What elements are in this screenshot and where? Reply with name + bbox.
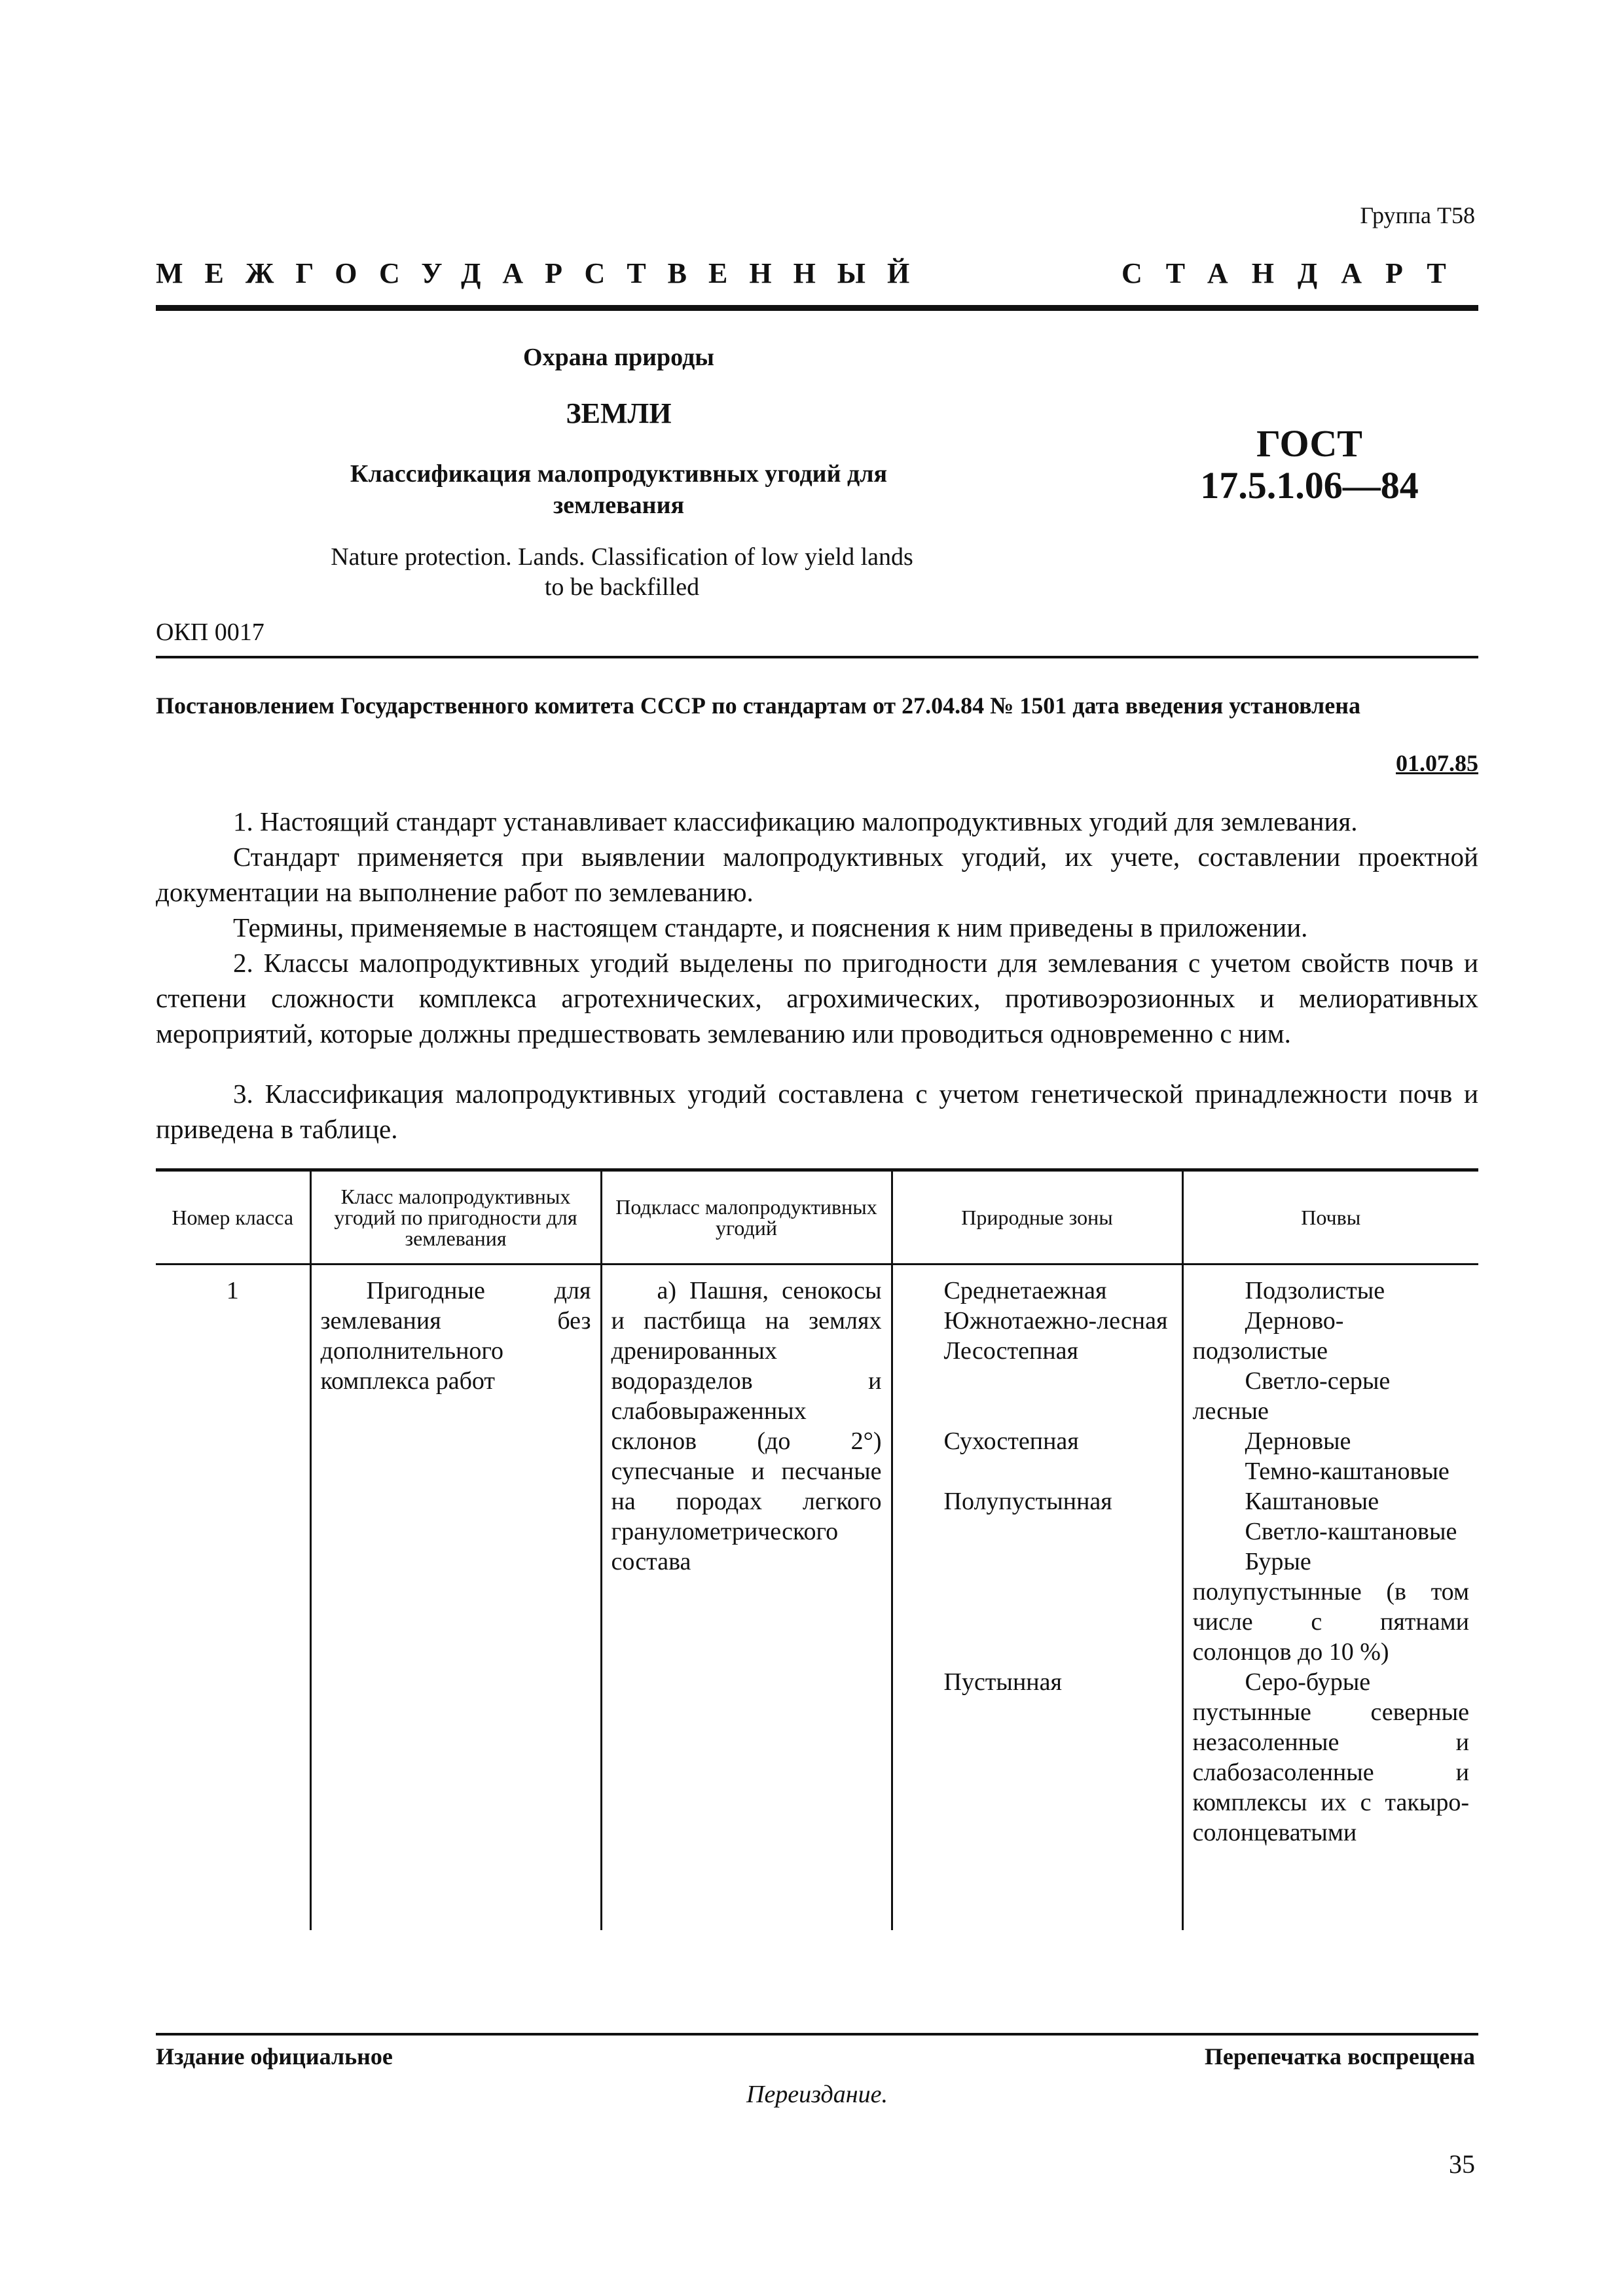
classification-table: [156, 1168, 1478, 1930]
zone-item: Пустынная: [943, 1668, 1062, 1696]
reissue-label: Переиздание.: [746, 2081, 888, 2108]
soil-item: Дерново-подзолистые: [1192, 1307, 1344, 1365]
standard-type-right: СТАНДАРТ: [1122, 257, 1470, 289]
zone-item: Южнотаежно-лесная: [943, 1307, 1168, 1335]
table-header-row: [156, 1170, 1478, 1265]
paragraph-2: Стандарт применяется при выявлении малопродуктивных угодий, их учете, составлении проектной документации на выполнение работ по землеванию.: [156, 842, 1478, 907]
gost-number: 17.5.1.06—84: [1200, 464, 1419, 507]
header-class: Класс малопродуктивных угодий по пригодности для землевания: [310, 1170, 601, 1265]
cell-class-number: 1: [226, 1277, 239, 1304]
paragraph-4: 2. Классы малопродуктивных угодий выделены по пригодности для землевания с учетом свойств почв и степени сложности комплекса агротехнических, агрохимических, противоэрозионных и мелиоративных мероприятий, которые должны предшествовать землеванию или проводиться одновременно с ним.: [156, 948, 1478, 1049]
group-code: Группа Т58: [1360, 202, 1475, 228]
paragraph-1: 1. Настоящий стандарт устанавливает классификацию малопродуктивных угодий для землевания.: [233, 806, 1358, 836]
title-topic: Охрана природы: [523, 344, 714, 371]
table-row: [156, 1265, 1478, 1931]
zone-item: Среднетаежная: [943, 1277, 1107, 1304]
paragraph-5: 3. Классификация малопродуктивных угодий составлена с учетом генетической принадлежности почв и приведена в таблице.: [156, 1079, 1478, 1144]
title-russian: Классификация малопродуктивных угодий для землевания: [350, 460, 888, 519]
gost-designation: [1165, 423, 1453, 507]
header-subclass: Подкласс малопродуктивных угодий: [601, 1170, 892, 1265]
soil-item: Светло-каштановые: [1245, 1518, 1457, 1545]
standard-type-left: МЕЖГОСУДАРСТВЕННЫЙ: [156, 257, 932, 289]
soil-item: Светло-серые лесные: [1192, 1367, 1391, 1425]
soil-item: Подзолистые: [1245, 1277, 1385, 1304]
reprint-prohibited-label: Перепечатка воспрещена: [1204, 2043, 1475, 2070]
title-subject: ЗЕМЛИ: [566, 397, 672, 429]
okp-code: ОКП 0017: [156, 619, 264, 646]
page-number: 35: [1449, 2149, 1475, 2179]
header-rule: [156, 305, 1478, 311]
paragraph-3: Термины, применяемые в настоящем стандарте, и пояснения к ним приведены в приложении.: [233, 912, 1308, 942]
header-natural-zones: Природные зоны: [892, 1170, 1182, 1265]
cell-subclass: а) Пашня, сенокосы и пастбища на землях дренированных водоразделов и слабовыраженных склонов (до 2°) супесчаные и песчаные на породах легкого гранулометрического состава: [601, 1265, 892, 1931]
cell-natural-zones: [892, 1265, 1182, 1931]
header-class-number: Номер класса: [156, 1170, 310, 1265]
cell-soils: [1182, 1265, 1478, 1931]
zone-item: Лесостепная: [943, 1337, 1078, 1365]
footer-rule: [156, 2033, 1478, 2036]
soil-item: Бурые полупустынные (в том числе с пятнами солонцов до 10 %): [1192, 1548, 1469, 1666]
zone-item: Сухостепная: [943, 1427, 1079, 1455]
soil-item: Серо-бурые пустынные северные незасоленные и слабозасоленные и комплексы их с такыро-солонцеватыми: [1192, 1668, 1469, 1846]
official-edition-label: Издание официальное: [156, 2043, 393, 2070]
soil-item: Темно-каштановые: [1245, 1458, 1450, 1485]
zone-item: Полупустынная: [943, 1488, 1112, 1515]
decree-text: Постановлением Государственного комитета СССР по стандартам от 27.04.84 № 1501 дата введения установлена: [156, 692, 1360, 719]
effective-date: 01.07.85: [1396, 750, 1478, 776]
title-rule: [156, 656, 1478, 658]
title-english: Nature protection. Lands. Classification of low yield lands to be backfilled: [331, 543, 913, 601]
gost-label: ГОСТ: [1256, 422, 1362, 465]
soil-item: Дерновые: [1245, 1427, 1351, 1455]
header-soils: Почвы: [1182, 1170, 1478, 1265]
cell-class: Пригодные для землевания без дополнительного комплекса работ: [310, 1265, 601, 1931]
soil-item: Каштановые: [1245, 1488, 1379, 1515]
